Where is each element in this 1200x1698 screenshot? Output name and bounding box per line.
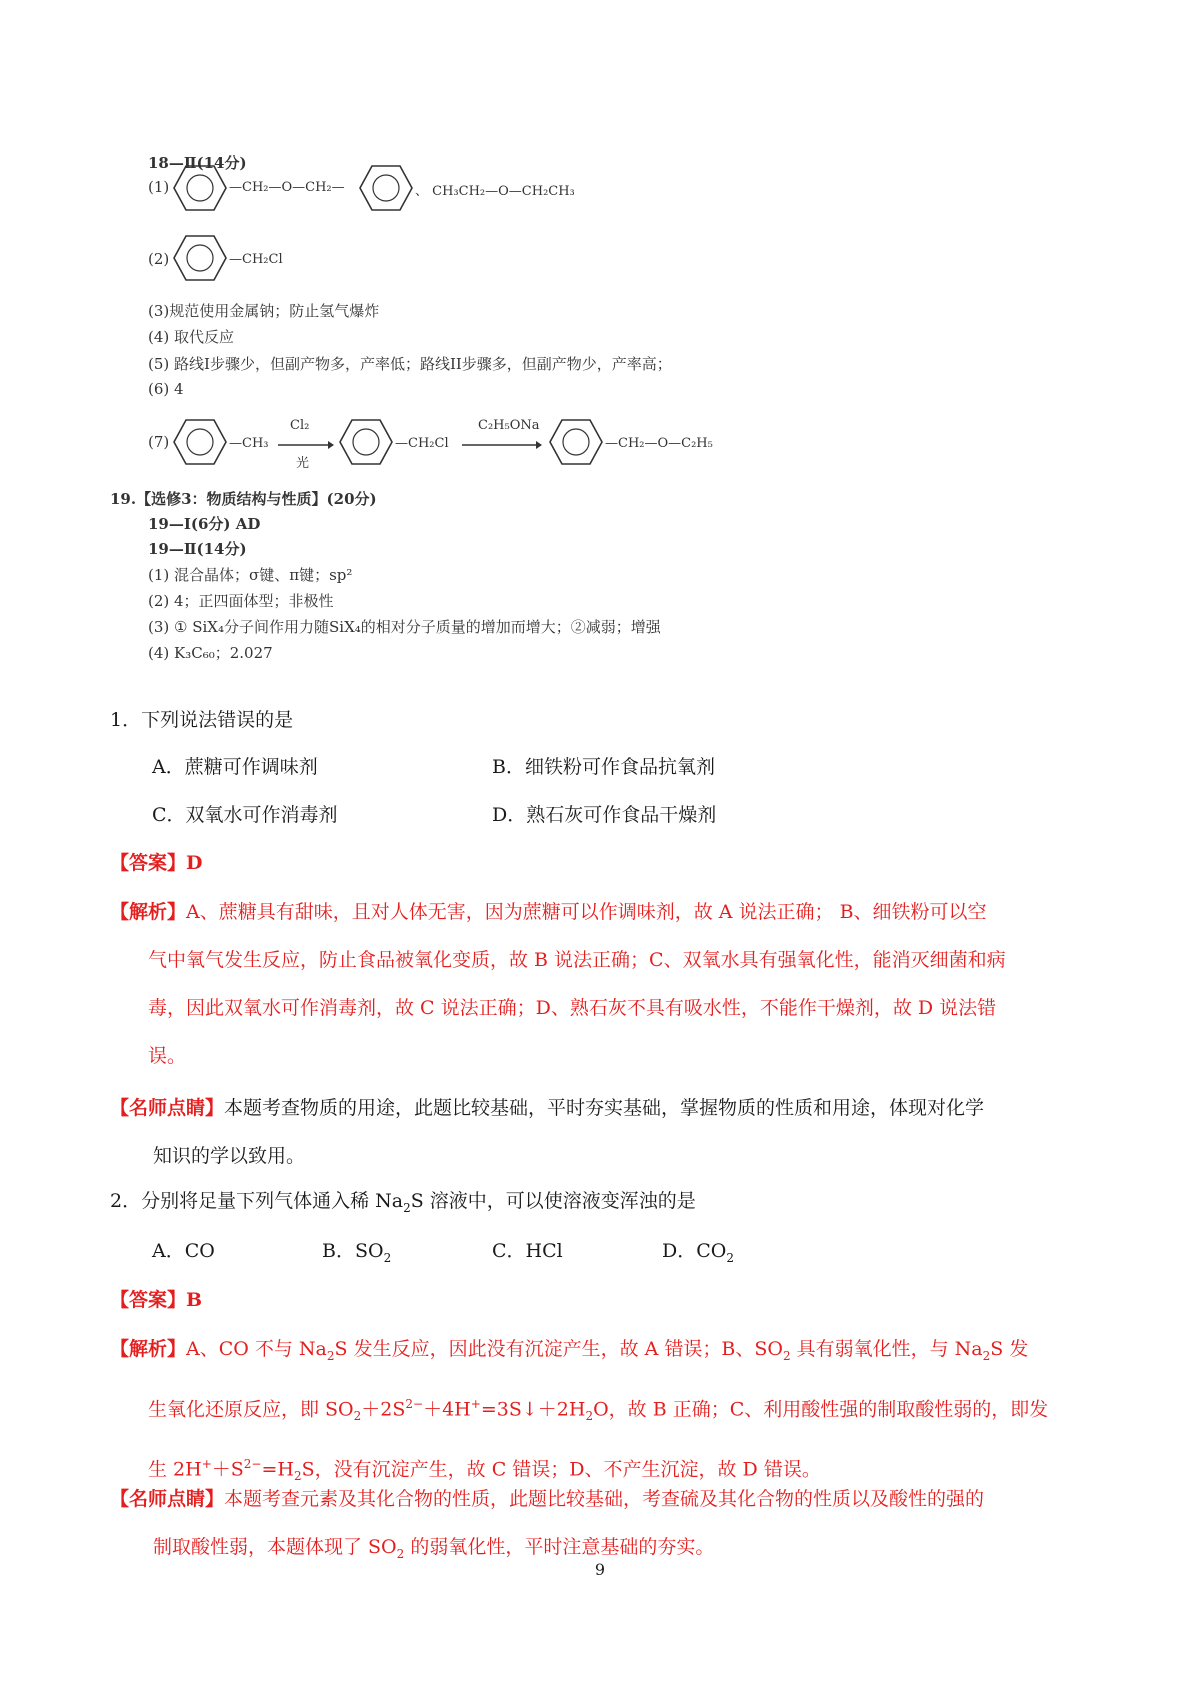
sec18-l4: (4) 取代反应 <box>148 328 235 346</box>
q2-an1-sub3: 2 <box>982 1348 991 1363</box>
sec18-l7-a: —CH₃ <box>229 436 269 451</box>
q2-analysis-label: 【解析】 <box>110 1338 187 1360</box>
q2-an2-sub2: 2 <box>585 1408 594 1423</box>
sec19-l2: (2) 4；正四面体型；非极性 <box>148 592 334 610</box>
q2-note-line1: 本题考查元素及其化合物的性质，此题比较基础，考查硫及其化合物的性质以及酸性的强的 <box>224 1488 985 1510</box>
q2-an3-b: ＋S <box>211 1458 244 1481</box>
q2-option-b-text: B．SO <box>322 1240 384 1262</box>
reaction-arrow-icon <box>462 440 542 450</box>
benzene-ring-icon <box>358 163 414 213</box>
q2-an1-a: A、CO 不与 Na <box>186 1338 327 1360</box>
q2-an2-c: ＋4H <box>423 1398 471 1421</box>
benzene-ring-icon <box>172 233 228 283</box>
q1-answer <box>110 848 203 875</box>
q2-note-2b: 的弱氧化性，平时注意基础的夯实。 <box>404 1536 715 1558</box>
sec18-l1-label: (1) <box>148 178 170 196</box>
sec18-l2-tail: —CH₂Cl <box>229 252 283 267</box>
q2-an3-c: =H <box>261 1458 294 1481</box>
q2-option-c: C．HCl <box>492 1240 563 1262</box>
q2-answer <box>110 1285 202 1312</box>
sec18-l3: (3)规范使用金属钠；防止氢气爆炸 <box>148 302 380 320</box>
benzene-ring-icon <box>172 417 228 467</box>
q2-analysis-line2 <box>110 1380 1110 1440</box>
sec18-l2-label: (2) <box>148 250 170 268</box>
q2-analysis-line1 <box>110 1325 1110 1380</box>
q2-option-b-sub: 2 <box>383 1250 392 1265</box>
q2-an2-b: ＋2S <box>361 1398 406 1421</box>
q2-an2-sub1: 2 <box>353 1408 362 1423</box>
q2-option-d-text: D．CO <box>662 1240 727 1262</box>
sec18-l6: (6) 4 <box>148 380 184 398</box>
q2-an1-sub1: 2 <box>326 1348 335 1363</box>
q2-an2-e: O，故 B 正确；C、利用酸性强的制取酸性弱的，即发 <box>593 1398 1049 1421</box>
q2-stem-post: S 溶液中，可以使溶液变浑浊的是 <box>410 1190 696 1212</box>
q2-an1-c: 具有弱氧化性，与 Na <box>790 1338 983 1360</box>
q2-an2-a: 生氧化还原反应，即 SO <box>148 1398 354 1421</box>
q2-option-b <box>322 1236 391 1265</box>
page-number: 9 <box>594 1560 606 1579</box>
sec19-l1: (1) 混合晶体；σ键、π键；sp² <box>148 566 353 584</box>
q1-analysis-line2: 气中氧气发生反应，防止食品被氧化变质，故 B 说法正确；C、双氧水具有强氧化性，能消灭细菌和病 <box>148 949 1006 971</box>
sec19-title: 19.【选修3：物质结构与性质】(20分) <box>110 490 377 508</box>
q1-note <box>110 1084 1110 1180</box>
sec19-part1: 19—Ⅰ(6分) AD <box>148 515 261 533</box>
benzene-ring-icon <box>172 163 228 213</box>
q1-option-c: C．双氧水可作消毒剂 <box>152 804 338 826</box>
q2-an1-b: S 发生反应，因此没有沉淀产生，故 A 错误；B、SO <box>334 1338 783 1360</box>
benzene-ring-icon <box>338 417 394 467</box>
sec18-l1-tail: 、 CH₃CH₂—O—CH₂CH₃ <box>415 184 575 199</box>
arrow2-top-label: C₂H₅ONa <box>478 418 540 433</box>
q2-stem-pre: 2．分别将足量下列气体通入稀 Na <box>110 1190 404 1212</box>
q2-an1-d: S 发 <box>990 1338 1029 1360</box>
sec18-l7-b: —CH₂Cl <box>395 436 449 451</box>
q1-stem: 1．下列说法错误的是 <box>110 709 294 731</box>
q1-analysis-line3: 毒，因此双氧水可作消毒剂，故 C 说法正确；D、熟石灰不具有吸水性，不能作干燥剂，故 D 说法错 <box>148 997 997 1019</box>
sec19-part2: 19—Ⅱ(14分) <box>148 540 247 558</box>
q1-option-a: A．蔗糖可作调味剂 <box>152 756 318 778</box>
q1-answer-label: 【答案】 <box>110 852 187 874</box>
q2-option-a: A．CO <box>152 1240 215 1262</box>
q2-an1-sub2: 2 <box>782 1348 791 1363</box>
q1-note-label: 【名师点睛】 <box>110 1097 225 1119</box>
q1-answer-value: D <box>186 852 203 874</box>
q2-an3-sup1: + <box>201 1456 212 1471</box>
sec18-l7-label: (7) <box>148 433 170 451</box>
q1-option-b: B．细铁粉可作食品抗氧剂 <box>492 756 715 778</box>
sec18-l5: (5) 路线I步骤少，但副产物多，产率低；路线II步骤多，但副产物少，产率高； <box>148 355 672 373</box>
sec18-l7-c: —CH₂—O—C₂H₅ <box>605 436 713 451</box>
q2-stem <box>110 1186 696 1215</box>
q1-option-d: D．熟石灰可作食品干燥剂 <box>492 804 717 826</box>
sec18-title: 18—Ⅱ(14分) <box>148 154 247 172</box>
q1-analysis-line1: A、蔗糖具有甜味，且对人体无害，因为蔗糖可以作调味剂，故 A 说法正确； B、细铁粉可以空 <box>186 901 987 923</box>
q2-an2-sup2: + <box>470 1396 481 1411</box>
benzene-ring-icon <box>548 417 604 467</box>
q1-analysis-line4: 误。 <box>148 1045 187 1067</box>
sec19-l4: (4) K₃C₆₀；2.027 <box>148 644 273 662</box>
arrow1-bottom-label: 光 <box>296 456 310 471</box>
q2-answer-value: B <box>186 1289 203 1311</box>
q1-note-line1: 本题考查物质的用途，此题比较基础，平时夯实基础，掌握物质的性质和用途，体现对化学 <box>224 1097 985 1119</box>
sec18-l1-mid: —CH₂—O—CH₂— <box>229 180 345 195</box>
q2-note-label: 【名师点睛】 <box>110 1488 225 1510</box>
q1-note-line2: 知识的学以致用。 <box>153 1145 306 1167</box>
q1-analysis-label: 【解析】 <box>110 901 187 923</box>
q2-option-d-sub: 2 <box>726 1250 734 1265</box>
arrow1-top-label: Cl₂ <box>290 418 310 433</box>
q2-an3-a: 生 2H <box>148 1458 202 1481</box>
q2-note-2sub: 2 <box>396 1546 405 1561</box>
q2-an3-d: S，没有沉淀产生，故 C 错误；D、不产生沉淀，故 D 错误。 <box>301 1458 821 1481</box>
reaction-arrow-icon <box>278 440 334 450</box>
q2-analysis <box>110 1325 1110 1500</box>
q2-answer-label: 【答案】 <box>110 1289 187 1311</box>
q2-option-d <box>662 1236 734 1265</box>
sec19-l3: (3) ① SiX₄分子间作用力随SiX₄的相对分子质量的增加而增大；②减弱；增强 <box>148 618 661 636</box>
q2-stem-sub: 2 <box>403 1200 411 1215</box>
q2-an2-d: =3S↓＋2H <box>480 1398 586 1421</box>
q1-analysis <box>110 888 1110 1080</box>
q2-an3-sub1: 2 <box>294 1469 302 1484</box>
q2-an2-sup1: 2− <box>405 1396 424 1411</box>
q2-note-2a: 制取酸性弱，本题体现了 SO <box>153 1536 397 1558</box>
q2-an3-sup2: 2− <box>243 1456 262 1471</box>
